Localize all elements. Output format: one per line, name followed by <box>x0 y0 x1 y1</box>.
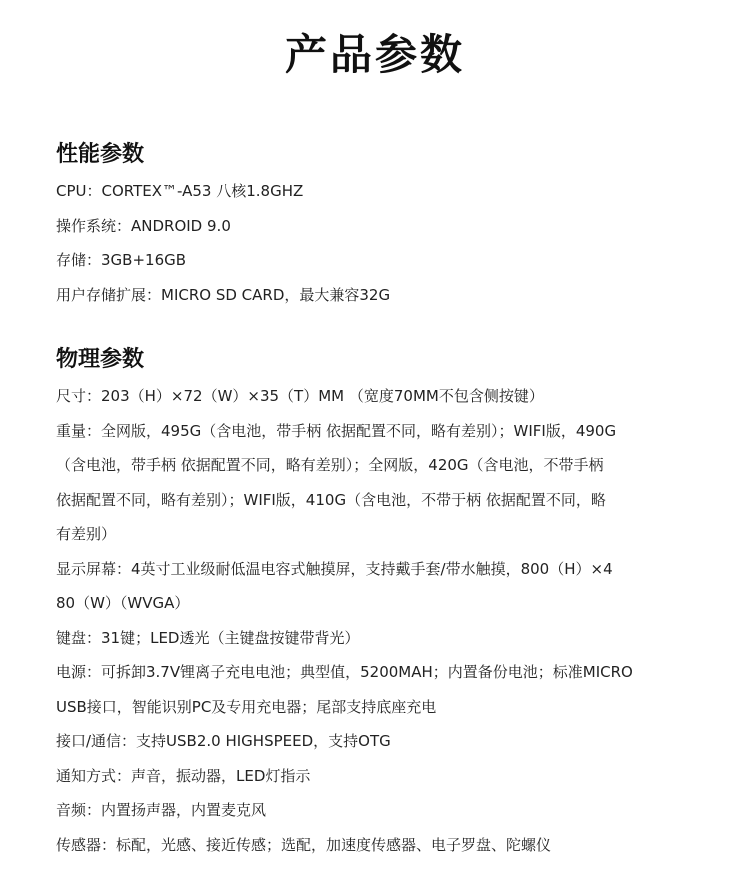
spec-power-line: 电源：可拆卸3.7V锂离子充电电池；典型值，5200MAH；内置备份电池；标准MICRO <box>56 663 633 681</box>
spec-keyboard: 键盘：31键；LED透光（主键盘按键带背光） <box>56 628 360 647</box>
spec-audio: 音频：内置扬声器，内置麦克风 <box>56 801 267 819</box>
spec-storage-expansion: 用户存储扩展：MICRO SD CARD，最大兼容32G <box>56 285 391 304</box>
performance-section <box>56 140 706 312</box>
performance-heading: 性能参数 <box>56 142 145 167</box>
spec-storage: 存储：3GB+16GB <box>56 251 187 269</box>
spec-display-line: 显示屏幕：4英寸工业级耐低温电容式触摸屏，支持戴手套/带水触摸，800（H）×4 <box>56 559 613 578</box>
spec-os: 操作系统：ANDROID 9.0 <box>56 216 231 235</box>
spec-cpu: CPU：CORTEX™-A53 八核1.8GHZ <box>56 182 304 200</box>
spec-display <box>56 552 706 621</box>
spec-weight-line: 有差别） <box>56 525 117 543</box>
spec-size: 尺寸：203（H）×72（W）×35（T）MM （宽度70MM不包含侧按键） <box>56 387 544 405</box>
physical-section <box>56 345 706 862</box>
spec-notification: 通知方式：声音，振动器，LED灯指示 <box>56 766 311 785</box>
spec-display-line: 80（W）（WVGA） <box>56 594 190 612</box>
spec-sensors: 传感器：标配，光感、接近传感；选配，加速度传感器、电子罗盘、陀螺仪 <box>56 835 552 854</box>
spec-weight-line: 依据配置不同，略有差别）；WIFI版，410G（含电池，不带于柄 依据配置不同，略 <box>56 490 606 509</box>
page-title: 产品参数 <box>284 30 465 79</box>
physical-heading: 物理参数 <box>56 347 145 372</box>
spec-power-line: USB接口，智能识别PC及专用充电器；尾部支持底座充电 <box>56 697 437 716</box>
spec-power <box>56 655 706 724</box>
spec-weight-line: 重量：全网版，495G（含电池，带手柄 依据配置不同，略有差别）；WIFI版，490G <box>56 421 617 440</box>
spec-interface: 接口/通信：支持USB2.0 HIGHSPEED，支持OTG <box>56 732 391 750</box>
spec-weight <box>56 414 706 552</box>
spec-weight-line: （含电池，带手柄 依据配置不同，略有差别）；全网版，420G（含电池，不带手柄 <box>56 456 604 474</box>
